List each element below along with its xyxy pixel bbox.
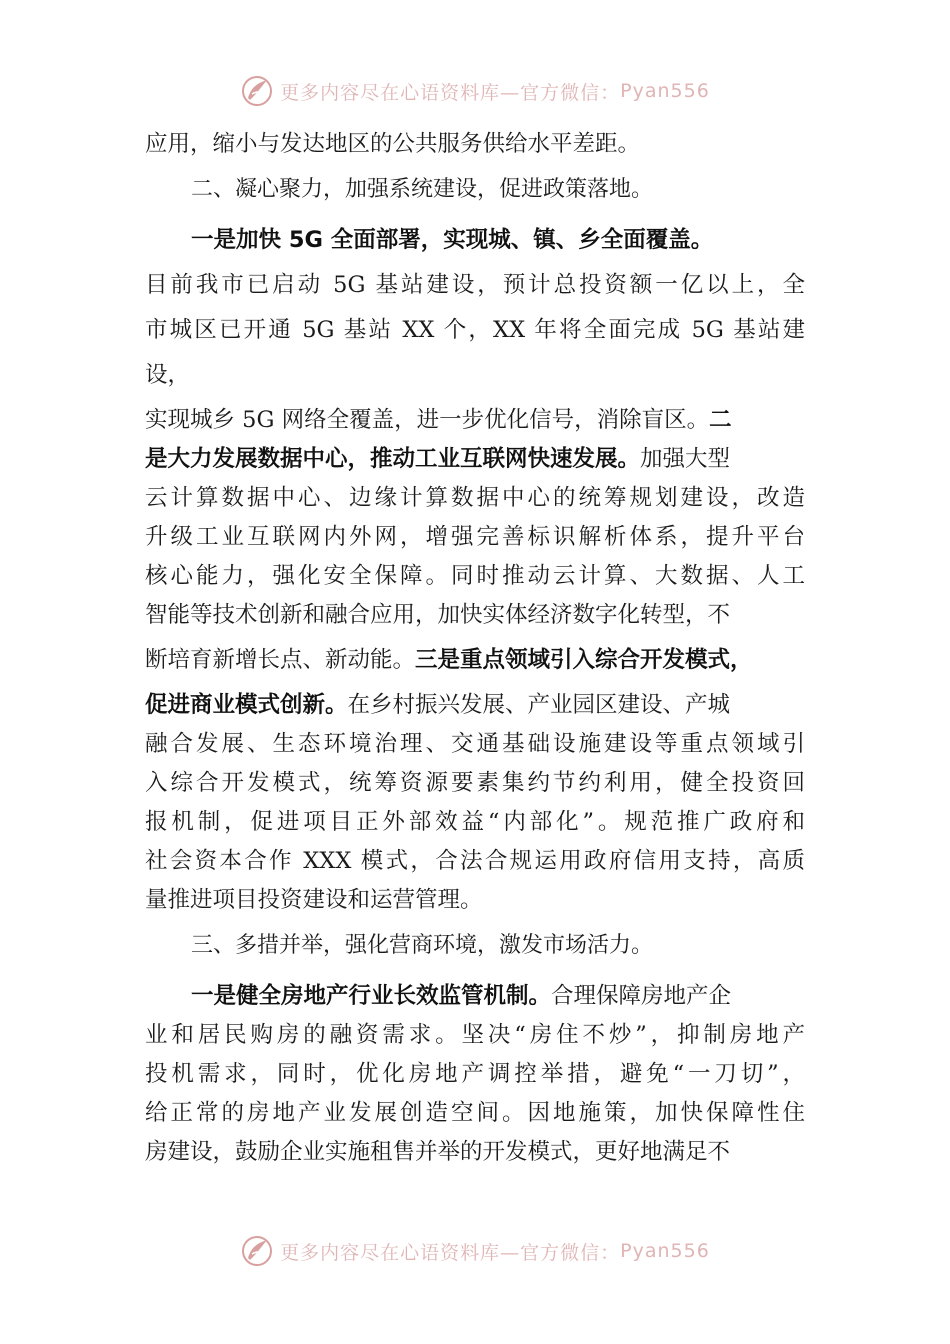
- paragraph-text: 在乡村振兴发展、产业园区建设、产城: [347, 692, 731, 718]
- item-heading-2: 是大力发展数据中心，推动工业互联网快速发展。: [145, 446, 641, 472]
- paragraph-line: [145, 440, 805, 479]
- paragraph-line: 量推进项目投资建设和运营管理。: [145, 887, 483, 913]
- header-watermark: [0, 74, 950, 108]
- watermark-logo-icon: [240, 1234, 274, 1268]
- paragraph-line: 给正常的房地产业发展创造空间。因地施策，加快保障性住: [145, 1100, 805, 1126]
- paragraph-line: [145, 686, 805, 725]
- paragraph-text: 断培育新增长点、新动能。: [145, 647, 416, 673]
- item-heading-2-start: 二: [709, 407, 732, 433]
- item-heading-3: 三是重点领域引入综合开发模式，: [415, 647, 753, 673]
- paragraph-line: 房建设，鼓励企业实施租售并举的开发模式，更好地满足不: [145, 1139, 731, 1165]
- paragraph-line: 入综合开发模式，统筹资源要素集约节约利用，健全投资回: [145, 770, 805, 796]
- item-heading-3-cont: 促进商业模式创新。: [145, 692, 348, 718]
- paragraph-text: 加强大型: [640, 446, 731, 472]
- watermark-text: 更多内容尽在心语资料库—官方微信：: [280, 81, 621, 104]
- paragraph-line: 融合发展、生态环境治理、交通基础设施建设等重点领域引: [145, 731, 805, 757]
- paragraph-text: 实现城乡 5G 网络全覆盖，进一步优化信号，消除盲区。: [145, 407, 710, 433]
- item-heading-4: 一是健全房地产行业长效监管机制。: [191, 983, 552, 1009]
- watermark-logo-icon: [240, 74, 274, 108]
- paragraph-line: 应用，缩小与发达地区的公共服务供给水平差距。: [145, 131, 641, 157]
- paragraph-line: [145, 977, 805, 1016]
- paragraph-line: 核心能力，强化安全保障。同时推动云计算、大数据、人工: [145, 563, 805, 589]
- paragraph-line: 投机需求，同时，优化房地产调控举措，避免“一刀切”，: [145, 1061, 805, 1087]
- paragraph-text: 合理保障房地产企: [551, 983, 732, 1009]
- item-heading-1: 一是加快 5G 全面部署，实现城、镇、乡全面覆盖。: [191, 227, 714, 253]
- paragraph-line: [145, 401, 805, 440]
- paragraph-line: 智能等技术创新和融合应用，加快实体经济数字化转型，不: [145, 602, 731, 628]
- section-heading-3: 三、多措并举，强化营商环境，激发市场活力。: [191, 933, 654, 958]
- paragraph-line: 设，: [145, 362, 191, 388]
- paragraph-line: 云计算数据中心、边缘计算数据中心的统筹规划建设，改造: [145, 485, 805, 511]
- paragraph-line: 报机制，促进项目正外部效益“内部化”。规范推广政府和: [145, 809, 805, 835]
- watermark-wechat-id: Pyan556: [620, 80, 710, 102]
- paragraph-line: 社会资本合作 XXX 模式，合法合规运用政府信用支持，高质: [145, 848, 805, 874]
- watermark-wechat-id: Pyan556: [620, 1240, 710, 1262]
- watermark-text: 更多内容尽在心语资料库—官方微信：: [280, 1241, 621, 1264]
- paragraph-line: 目前我市已启动 5G 基站建设，预计总投资额一亿以上，全: [145, 272, 805, 298]
- paragraph-line: 市城区已开通 5G 基站 XX 个，XX 年将全面完成 5G 基站建: [145, 317, 805, 343]
- paragraph-line: 升级工业互联网内外网，增强完善标识解析体系，提升平台: [145, 524, 805, 550]
- paragraph-line: 业和居民购房的融资需求。坚决“房住不炒”，抑制房地产: [145, 1022, 805, 1048]
- paragraph-line: [145, 641, 805, 680]
- section-heading-2: 二、凝心聚力，加强系统建设，促进政策落地。: [191, 177, 654, 202]
- footer-watermark: [0, 1234, 950, 1268]
- document-body: [145, 125, 805, 1172]
